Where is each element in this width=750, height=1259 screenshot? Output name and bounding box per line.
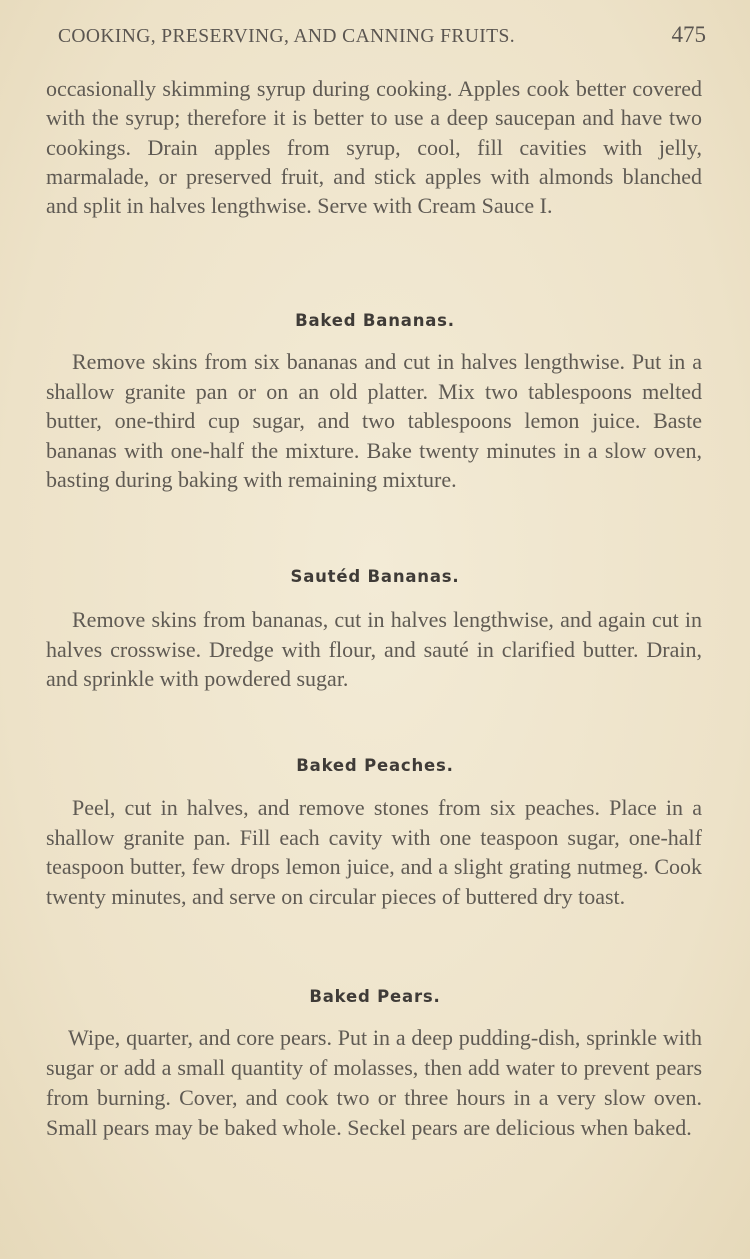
recipe-text-baked-bananas: Remove skins from six bananas and cut in halves lengthwise. Put in a shallow granite pan or on an old platter. Mix two tablespoons melted butter, one-third cup sugar, and two tablespoons lemon juice. Baste bananas with one-half the mixture. Bake twenty minutes in a slow oven, basting during baking with remaining mixture. xyxy=(46,349,702,493)
recipe-text-baked-peaches: Peel, cut in halves, and remove stones from six peaches. Place in a shallow granite pan. Fill each cavity with one teaspoon sugar, one-half teaspoon butter, few drops lemon juice, and a slight grating nutmeg. Cook twenty minutes, and serve on circular pieces of buttered dry toast. xyxy=(46,795,702,909)
recipe-title-baked-pears: Baked Pears. xyxy=(309,987,441,1006)
page-number: 475 xyxy=(671,22,706,47)
recipe-text-baked-pears: Wipe, quarter, and core pears. Put in a deep pudding-dish, sprinkle with sugar or add a small quantity of molasses, then add water to prevent pears from burning. Cover, and cook two or three hours in a very slow oven. Small pears may be baked whole. Seckel pears are delicious when baked. xyxy=(46,1025,702,1140)
continued-paragraph: occasionally skimming syrup during cooking. Apples cook better covered with the syrup; therefore it is better to use a deep saucepan and have two cookings. Drain apples from syrup, cool, fill cavities with jelly, marmalade, or preserved fruit, and stick apples with almonds blanched and split in halves lengthwise. Serve with Cream Sauce I. xyxy=(46,76,702,219)
recipe-title-sauted-bananas: Sautéd Bananas. xyxy=(290,567,460,586)
running-head-title: COOKING, PRESERVING, AND CANNING FRUITS. xyxy=(58,26,516,47)
recipe-text-sauted-bananas: Remove skins from bananas, cut in halves lengthwise, and again cut in halves crosswise. Dredge with flour, and sauté in clarified butter. Drain, and sprinkle with powdered sugar. xyxy=(46,607,702,692)
recipe-title-baked-peaches: Baked Peaches. xyxy=(296,756,454,775)
recipe-title-baked-bananas: Baked Bananas. xyxy=(295,311,455,330)
running-head xyxy=(58,22,706,56)
